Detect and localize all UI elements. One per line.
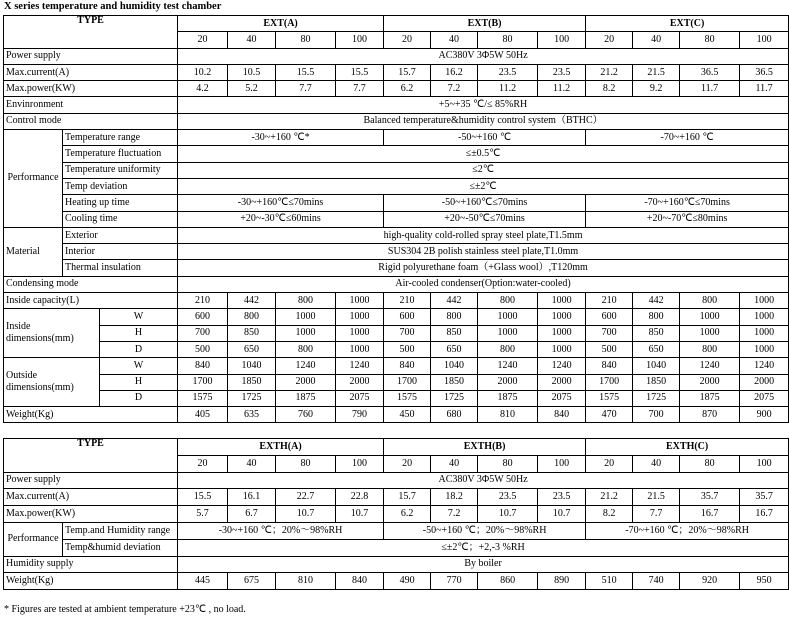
row-label: Temperature uniformity xyxy=(63,162,178,178)
value-cell: 8.2 xyxy=(586,81,633,97)
row-value: SUS304 2B polish stainless steel plate,T1.0mm xyxy=(178,244,789,260)
group-header: EXTH(B) xyxy=(384,439,586,456)
value-cell: 2000 xyxy=(538,374,586,390)
value-cell: 1875 xyxy=(478,390,538,406)
type-header: TYPE xyxy=(4,16,178,49)
value-cell: 1850 xyxy=(431,374,478,390)
value-cell: 800 xyxy=(680,341,740,357)
axis-label: W xyxy=(100,309,178,325)
value-cell: 850 xyxy=(228,325,276,341)
row-value: -50~+160℃≤70mins xyxy=(384,195,586,211)
value-cell: 7.7 xyxy=(336,81,384,97)
value-cell: 1000 xyxy=(336,309,384,325)
value-cell: 21.2 xyxy=(586,489,633,506)
value-cell: 810 xyxy=(478,407,538,423)
value-cell: 5.7 xyxy=(178,506,228,523)
row-label: Temperature range xyxy=(63,130,178,146)
value-cell: 1725 xyxy=(633,390,680,406)
value-cell: 6.2 xyxy=(384,81,431,97)
row-label: Humidity supply xyxy=(4,556,178,573)
value-cell: 21.5 xyxy=(633,489,680,506)
page-title: X series temperature and humidity test chamber xyxy=(4,1,222,12)
value-cell: 7.2 xyxy=(431,81,478,97)
value-cell: 6.7 xyxy=(228,506,276,523)
ext-spec-table xyxy=(3,15,789,423)
value-cell: 1725 xyxy=(431,390,478,406)
value-cell: 9.2 xyxy=(633,81,680,97)
row-label: Thermal insulation xyxy=(63,260,178,276)
type-header: TYPE xyxy=(4,439,178,473)
value-cell: 2000 xyxy=(680,374,740,390)
volume-cell: 20 xyxy=(384,32,431,48)
value-cell: 36.5 xyxy=(680,64,740,80)
value-cell: 445 xyxy=(178,573,228,590)
value-cell: 7.7 xyxy=(633,506,680,523)
volume-cell: 40 xyxy=(228,455,276,472)
value-cell: 840 xyxy=(538,407,586,423)
value-cell: 15.5 xyxy=(336,64,384,80)
value-cell: 1850 xyxy=(633,374,680,390)
row-value: -30~+160 ℃；20%～98%RH xyxy=(178,522,384,539)
volume-cell: 80 xyxy=(276,32,336,48)
value-cell: 1575 xyxy=(178,390,228,406)
value-cell: 8.2 xyxy=(586,506,633,523)
value-cell: 1000 xyxy=(478,309,538,325)
value-cell: 800 xyxy=(228,309,276,325)
value-cell: 11.7 xyxy=(740,81,789,97)
value-cell: 11.2 xyxy=(478,81,538,97)
value-cell: 1000 xyxy=(680,309,740,325)
value-cell: 1240 xyxy=(478,358,538,374)
value-cell: 500 xyxy=(178,341,228,357)
group-header: EXT(A) xyxy=(178,16,384,32)
volume-cell: 20 xyxy=(586,32,633,48)
value-cell: 1575 xyxy=(384,390,431,406)
value-cell: 1700 xyxy=(178,374,228,390)
value-cell: 800 xyxy=(276,293,336,309)
volume-cell: 20 xyxy=(178,32,228,48)
row-label: Interior xyxy=(63,244,178,260)
value-cell: 405 xyxy=(178,407,228,423)
value-cell: 1725 xyxy=(228,390,276,406)
row-value: +20~-30℃≤60mins xyxy=(178,211,384,227)
value-cell: 210 xyxy=(586,293,633,309)
value-cell: 23.5 xyxy=(538,489,586,506)
value-cell: 600 xyxy=(178,309,228,325)
value-cell: 35.7 xyxy=(680,489,740,506)
value-cell: 650 xyxy=(431,341,478,357)
volume-cell: 100 xyxy=(538,32,586,48)
value-cell: 2075 xyxy=(740,390,789,406)
value-cell: 16.7 xyxy=(680,506,740,523)
value-cell: 950 xyxy=(740,573,789,590)
row-value: -50~+160 ℃；20%～98%RH xyxy=(384,522,586,539)
volume-cell: 80 xyxy=(276,455,336,472)
row-value: -30~+160℃≤70mins xyxy=(178,195,384,211)
value-cell: 470 xyxy=(586,407,633,423)
value-cell: 1000 xyxy=(740,293,789,309)
value-cell: 21.2 xyxy=(586,64,633,80)
value-cell: 1000 xyxy=(538,293,586,309)
value-cell: 740 xyxy=(633,573,680,590)
value-cell: 7.2 xyxy=(431,506,478,523)
value-cell: 16.7 xyxy=(740,506,789,523)
value-cell: 16.1 xyxy=(228,489,276,506)
value-cell: 800 xyxy=(276,341,336,357)
volume-cell: 100 xyxy=(740,32,789,48)
value-cell: 1000 xyxy=(740,325,789,341)
row-label: Inside capacity(L) xyxy=(4,293,178,309)
row-value: -70~+160 ℃；20%～98%RH xyxy=(586,522,789,539)
row-label: Max.power(KW) xyxy=(4,81,178,97)
axis-label: H xyxy=(100,325,178,341)
value-cell: 840 xyxy=(336,573,384,590)
group-header: EXTH(C) xyxy=(586,439,789,456)
volume-cell: 20 xyxy=(178,455,228,472)
value-cell: 1240 xyxy=(336,358,384,374)
value-cell: 500 xyxy=(384,341,431,357)
footnote: * Figures are tested at ambient temperature +23℃ , no load. xyxy=(4,604,246,615)
value-cell: 7.7 xyxy=(276,81,336,97)
value-cell: 442 xyxy=(431,293,478,309)
value-cell: 840 xyxy=(178,358,228,374)
row-value: -30~+160 ℃* xyxy=(178,130,384,146)
row-value: Balanced temperature&humidity control system（BTHC） xyxy=(178,113,789,129)
value-cell: 10.5 xyxy=(228,64,276,80)
volume-cell: 80 xyxy=(680,32,740,48)
value-cell: 15.5 xyxy=(276,64,336,80)
value-cell: 600 xyxy=(586,309,633,325)
row-value: -70~+160 ℃ xyxy=(586,130,789,146)
value-cell: 1240 xyxy=(538,358,586,374)
section-label: Outside dimensions(mm) xyxy=(4,358,100,407)
value-cell: 2000 xyxy=(740,374,789,390)
value-cell: 1850 xyxy=(228,374,276,390)
volume-cell: 40 xyxy=(431,32,478,48)
value-cell: 700 xyxy=(178,325,228,341)
value-cell: 1240 xyxy=(276,358,336,374)
value-cell: 10.2 xyxy=(178,64,228,80)
value-cell: 650 xyxy=(633,341,680,357)
value-cell: 1040 xyxy=(228,358,276,374)
axis-label: D xyxy=(100,341,178,357)
value-cell: 1040 xyxy=(431,358,478,374)
value-cell: 6.2 xyxy=(384,506,431,523)
row-value: AC380V 3Φ5W 50Hz xyxy=(178,472,789,489)
value-cell: 840 xyxy=(384,358,431,374)
row-label: Heating up time xyxy=(63,195,178,211)
value-cell: 680 xyxy=(431,407,478,423)
value-cell: 650 xyxy=(228,341,276,357)
value-cell: 1000 xyxy=(538,325,586,341)
volume-cell: 20 xyxy=(586,455,633,472)
value-cell: 1000 xyxy=(336,293,384,309)
value-cell: 1700 xyxy=(586,374,633,390)
volume-cell: 100 xyxy=(538,455,586,472)
volume-cell: 40 xyxy=(228,32,276,48)
value-cell: 1000 xyxy=(538,309,586,325)
row-value: Air-cooled condenser(Option:water-cooled) xyxy=(178,276,789,292)
value-cell: 1875 xyxy=(276,390,336,406)
value-cell: 700 xyxy=(586,325,633,341)
row-value: -50~+160 ℃ xyxy=(384,130,586,146)
row-label: Max.power(KW) xyxy=(4,506,178,523)
value-cell: 1700 xyxy=(384,374,431,390)
value-cell: 800 xyxy=(431,309,478,325)
value-cell: 21.5 xyxy=(633,64,680,80)
value-cell: 442 xyxy=(228,293,276,309)
row-label: Temp deviation xyxy=(63,178,178,194)
value-cell: 790 xyxy=(336,407,384,423)
row-value: +5~+35 ℃/≤ 85%RH xyxy=(178,97,789,113)
axis-label: D xyxy=(100,390,178,406)
value-cell: 18.2 xyxy=(431,489,478,506)
value-cell: 36.5 xyxy=(740,64,789,80)
volume-cell: 80 xyxy=(478,32,538,48)
group-header: EXT(C) xyxy=(586,16,789,32)
section-label: Performance xyxy=(4,130,63,228)
row-label: Control mode xyxy=(4,113,178,129)
value-cell: 4.2 xyxy=(178,81,228,97)
value-cell: 900 xyxy=(740,407,789,423)
value-cell: 860 xyxy=(478,573,538,590)
value-cell: 5.2 xyxy=(228,81,276,97)
value-cell: 500 xyxy=(586,341,633,357)
section-label: Performance xyxy=(4,522,63,556)
value-cell: 700 xyxy=(384,325,431,341)
value-cell: 810 xyxy=(276,573,336,590)
value-cell: 1000 xyxy=(478,325,538,341)
row-value: ≤2℃ xyxy=(178,162,789,178)
value-cell: 2000 xyxy=(478,374,538,390)
exth-spec-table xyxy=(3,438,789,590)
row-value: AC380V 3Φ5W 50Hz xyxy=(178,48,789,64)
value-cell: 675 xyxy=(228,573,276,590)
volume-cell: 80 xyxy=(478,455,538,472)
group-header: EXT(B) xyxy=(384,16,586,32)
value-cell: 600 xyxy=(384,309,431,325)
volume-cell: 100 xyxy=(336,455,384,472)
row-label: Power supply xyxy=(4,48,178,64)
section-label: Material xyxy=(4,227,63,276)
axis-label: H xyxy=(100,374,178,390)
value-cell: 1000 xyxy=(680,325,740,341)
value-cell: 210 xyxy=(384,293,431,309)
value-cell: 700 xyxy=(633,407,680,423)
value-cell: 1000 xyxy=(276,325,336,341)
value-cell: 1575 xyxy=(586,390,633,406)
row-value: +20~-70℃≤80mins xyxy=(586,211,789,227)
value-cell: 1875 xyxy=(680,390,740,406)
volume-cell: 100 xyxy=(740,455,789,472)
row-label: Max.current(A) xyxy=(4,489,178,506)
value-cell: 11.7 xyxy=(680,81,740,97)
row-value: +20~-50℃≤70mins xyxy=(384,211,586,227)
value-cell: 22.7 xyxy=(276,489,336,506)
value-cell: 800 xyxy=(680,293,740,309)
row-label: Exterior xyxy=(63,227,178,243)
value-cell: 850 xyxy=(431,325,478,341)
value-cell: 11.2 xyxy=(538,81,586,97)
value-cell: 800 xyxy=(478,293,538,309)
value-cell: 10.7 xyxy=(478,506,538,523)
value-cell: 800 xyxy=(633,309,680,325)
row-label: Condensing mode xyxy=(4,276,178,292)
value-cell: 22.8 xyxy=(336,489,384,506)
value-cell: 2000 xyxy=(336,374,384,390)
value-cell: 1000 xyxy=(538,341,586,357)
row-label: Envinronment xyxy=(4,97,178,113)
volume-cell: 20 xyxy=(384,455,431,472)
value-cell: 920 xyxy=(680,573,740,590)
row-value: ≤±2℃；+2,-3 %RH xyxy=(178,539,789,556)
value-cell: 1000 xyxy=(336,325,384,341)
value-cell: 1000 xyxy=(276,309,336,325)
volume-cell: 40 xyxy=(633,32,680,48)
value-cell: 840 xyxy=(586,358,633,374)
value-cell: 15.7 xyxy=(384,64,431,80)
value-cell: 760 xyxy=(276,407,336,423)
value-cell: 15.7 xyxy=(384,489,431,506)
volume-cell: 100 xyxy=(336,32,384,48)
value-cell: 15.5 xyxy=(178,489,228,506)
value-cell: 2075 xyxy=(538,390,586,406)
section-label: Inside dimensions(mm) xyxy=(4,309,100,358)
row-label: Temp&humid deviation xyxy=(63,539,178,556)
value-cell: 10.7 xyxy=(336,506,384,523)
value-cell: 210 xyxy=(178,293,228,309)
value-cell: 1240 xyxy=(740,358,789,374)
value-cell: 890 xyxy=(538,573,586,590)
value-cell: 510 xyxy=(586,573,633,590)
value-cell: 870 xyxy=(680,407,740,423)
row-value: ≤±0.5℃ xyxy=(178,146,789,162)
row-value: -70~+160℃≤70mins xyxy=(586,195,789,211)
value-cell: 1000 xyxy=(336,341,384,357)
value-cell: 10.7 xyxy=(538,506,586,523)
row-label: Cooling time xyxy=(63,211,178,227)
value-cell: 635 xyxy=(228,407,276,423)
value-cell: 850 xyxy=(633,325,680,341)
row-value: By boiler xyxy=(178,556,789,573)
row-label: Max.current(A) xyxy=(4,64,178,80)
group-header: EXTH(A) xyxy=(178,439,384,456)
value-cell: 1000 xyxy=(740,309,789,325)
value-cell: 23.5 xyxy=(478,489,538,506)
value-cell: 2000 xyxy=(276,374,336,390)
value-cell: 1240 xyxy=(680,358,740,374)
axis-label: W xyxy=(100,358,178,374)
value-cell: 1040 xyxy=(633,358,680,374)
volume-cell: 40 xyxy=(431,455,478,472)
value-cell: 10.7 xyxy=(276,506,336,523)
row-value: high-quality cold-rolled spray steel plate,T1.5mm xyxy=(178,227,789,243)
value-cell: 442 xyxy=(633,293,680,309)
row-value: Rigid polyurethane foam（+Glass wool）,T120mm xyxy=(178,260,789,276)
value-cell: 23.5 xyxy=(538,64,586,80)
value-cell: 490 xyxy=(384,573,431,590)
value-cell: 770 xyxy=(431,573,478,590)
row-label: Weight(Kg) xyxy=(4,407,178,423)
volume-cell: 80 xyxy=(680,455,740,472)
value-cell: 2075 xyxy=(336,390,384,406)
value-cell: 800 xyxy=(478,341,538,357)
value-cell: 16.2 xyxy=(431,64,478,80)
row-label: Weight(Kg) xyxy=(4,573,178,590)
row-label: Power supply xyxy=(4,472,178,489)
row-label: Temp.and Humidity range xyxy=(63,522,178,539)
value-cell: 1000 xyxy=(740,341,789,357)
row-label: Temperature fluctuation xyxy=(63,146,178,162)
row-value: ≤±2℃ xyxy=(178,178,789,194)
value-cell: 450 xyxy=(384,407,431,423)
value-cell: 35.7 xyxy=(740,489,789,506)
value-cell: 23.5 xyxy=(478,64,538,80)
volume-cell: 40 xyxy=(633,455,680,472)
